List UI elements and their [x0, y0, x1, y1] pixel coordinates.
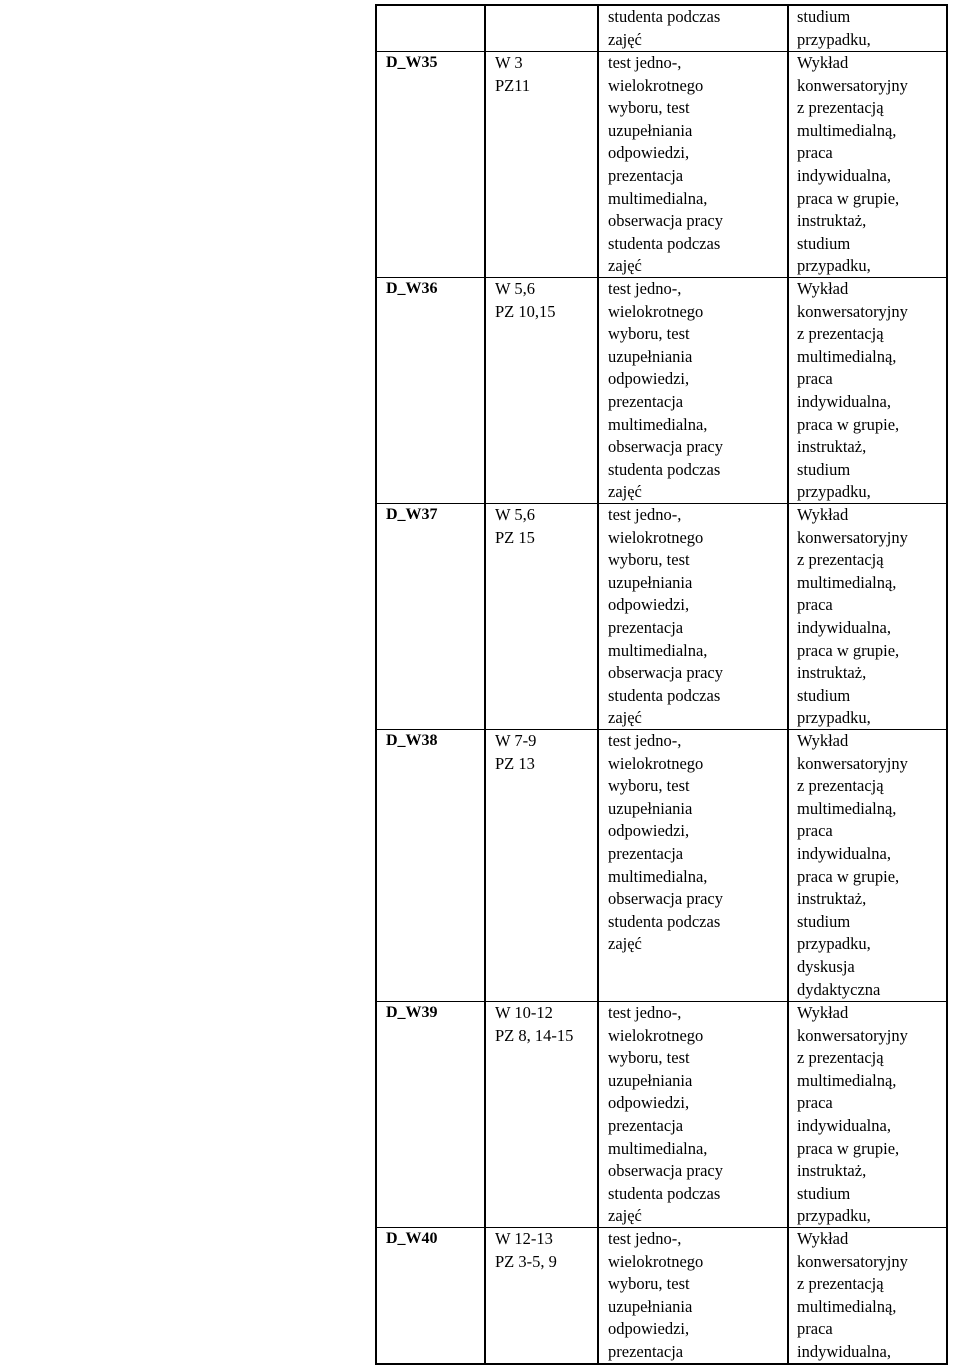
effect-code: D_W39	[386, 1004, 438, 1021]
effect-code: D_W36	[386, 280, 438, 297]
content-refs: W 10-12 PZ 8, 14-15	[495, 1003, 574, 1045]
forms-cell: Wykład konwersatoryjny z prezentacją multimedialną, praca indywidualna, praca w grupie, instruktaż, studium przypadku, dyskusja dydaktyczna	[797, 731, 908, 999]
forms-cell: Wykład konwersatoryjny z prezentacją multimedialną, praca indywidualna, praca w grupie, instruktaż, studium przypadku,	[797, 1003, 908, 1226]
effect-code: D_W37	[386, 506, 438, 523]
content-refs: W 5,6 PZ 15	[495, 505, 536, 547]
methods-cell: test jedno-, wielokrotnego wyboru, test uzupełniania odpowiedzi, prezentacja multimedialna, obserwacja pracy studenta podczas zajęć	[608, 53, 723, 276]
column-divider	[597, 4, 599, 1364]
forms-cell: studium przypadku,	[797, 7, 871, 49]
effect-code: D_W35	[386, 54, 438, 71]
methods-cell: test jedno-, wielokrotnego wyboru, test uzupełniania odpowiedzi, prezentacja	[608, 1229, 704, 1361]
methods-cell: test jedno-, wielokrotnego wyboru, test uzupełniania odpowiedzi, prezentacja multimedialna, obserwacja pracy studenta podczas zajęć	[608, 505, 723, 728]
methods-cell: studenta podczas zajęć	[608, 7, 721, 49]
methods-cell: test jedno-, wielokrotnego wyboru, test uzupełniania odpowiedzi, prezentacja multimedialna, obserwacja pracy studenta podczas zajęć	[608, 1003, 723, 1226]
content-refs: W 12-13 PZ 3-5, 9	[495, 1229, 557, 1271]
methods-cell: test jedno-, wielokrotnego wyboru, test uzupełniania odpowiedzi, prezentacja multimedialna, obserwacja pracy studenta podczas zajęć	[608, 731, 723, 954]
column-divider	[484, 4, 486, 1364]
content-refs: W 7-9 PZ 13	[495, 731, 537, 773]
methods-cell: test jedno-, wielokrotnego wyboru, test uzupełniania odpowiedzi, prezentacja multimedialna, obserwacja pracy studenta podczas zajęć	[608, 279, 723, 502]
effect-code: D_W38	[386, 732, 438, 749]
content-refs: W 5,6 PZ 10,15	[495, 279, 556, 321]
forms-cell: Wykład konwersatoryjny z prezentacją multimedialną, praca indywidualna, praca w grupie, instruktaż, studium przypadku,	[797, 53, 908, 276]
forms-cell: Wykład konwersatoryjny z prezentacją multimedialną, praca indywidualna, praca w grupie, instruktaż, studium przypadku,	[797, 279, 908, 502]
content-refs: W 3 PZ11	[495, 53, 531, 95]
table-right-border	[946, 4, 948, 1364]
column-divider	[787, 4, 789, 1364]
effect-code: D_W40	[386, 1230, 438, 1247]
forms-cell: Wykład konwersatoryjny z prezentacją multimedialną, praca indywidualna, praca w grupie, instruktaż, studium przypadku,	[797, 505, 908, 728]
forms-cell: Wykład konwersatoryjny z prezentacją multimedialną, praca indywidualna,	[797, 1229, 908, 1361]
table-left-border	[375, 4, 377, 1364]
